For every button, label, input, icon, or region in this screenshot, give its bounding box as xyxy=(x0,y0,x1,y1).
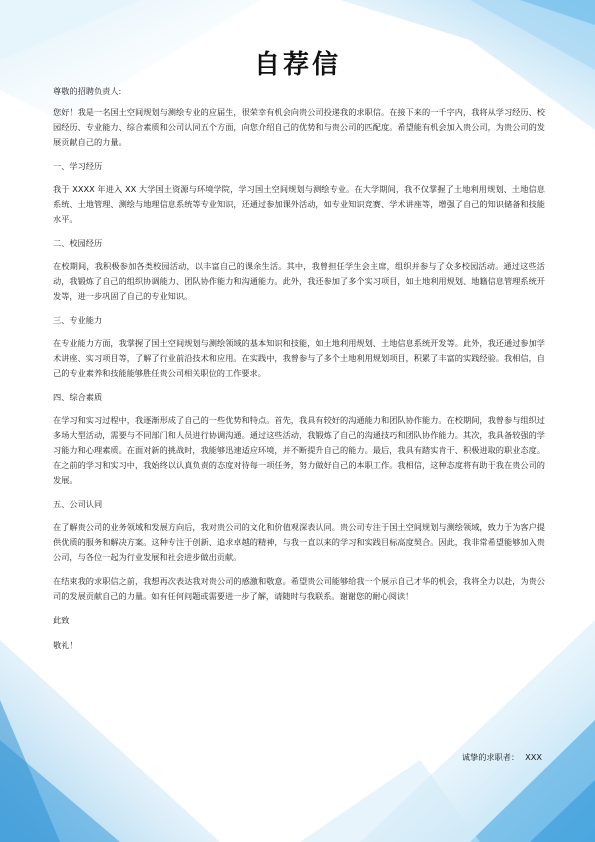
section-body-professional: 在专业能力方面，我掌握了国土空间规划与测绘领域的基本知识和技能，如土地利用规划、土地信息系统开发等。此外，我还通过参加学术讲座、实习项目等，了解了行业前沿技术和应用。在实践中，我曾参与了多个土地利用规划项目，积累了丰富的实践经验。我相信，自己的专业素养和技能能够胜任贵公司相关职位的工作要求。 xyxy=(53,338,545,378)
page-title: 自荐信 xyxy=(253,50,341,80)
section-body-quality: 在学习和实习过程中，我逐渐形成了自己的一些优势和特点。首先，我具有较好的沟通能力和团队协作能力。在校期间，我曾参与组织过多场大型活动，需要与不同部门和人员进行协调沟通。通过这些活动，我锻炼了自己的沟通技巧和团队协作能力。其次，我具备较强的学习能力和心理素质。在面对新的挑战时，我能够迅速适应环境，并不断提升自己的能力。最后，我具有踏实肯干、积极进取的职业态度。在之前的学习和实习中，我始终以认真负责的态度对待每一项任务，努力做好自己的本职工作。我相信，这种态度将有助于我在贵公司的发展。 xyxy=(53,415,545,485)
conclusion-paragraph: 在结束我的求职信之前，我想再次表达我对贵公司的感激和敬意。希望贵公司能够给我一个展示自己才华的机会，我将全力以赴，为贵公司的发展贡献自己的力量。如有任何问题或需要进一步了解，请随时与我联系。谢谢您的耐心阅读！ xyxy=(53,576,545,601)
signature-name: XXX xyxy=(525,752,542,762)
closing-line-2: 敬礼！ xyxy=(53,640,78,650)
section-body-company: 在了解贵公司的业务领域和发展方向后，我对贵公司的文化和价值观深表认同。贵公司专注于国土空间规划与测绘领域，致力于为客户提供优质的服务和解决方案。这种专注于创新、追求卓越的精神，与我一直以来的学习和实践目标高度契合。因此，我非常希望能够加入贵公司，与各位一起为行业发展和社会进步做出贡献。 xyxy=(53,522,545,562)
intro-paragraph: 您好！我是一名国土空间规划与测绘专业的应届生，很荣幸有机会向贵公司投递我的求职信。在接下来的一千字内，我将从学习经历、校园经历、专业能力、综合素质和公司认同五个方面，向您介绍自己的优势和与贵公司的匹配度。希望能有机会加入贵公司，为贵公司的发展贡献自己的力量。 xyxy=(53,107,545,147)
letter-body xyxy=(53,84,545,663)
section-heading-campus: 二、校园经历 xyxy=(53,238,103,248)
section-heading-professional: 三、专业能力 xyxy=(53,315,103,325)
closing-line-1: 此致 xyxy=(53,615,70,625)
salutation: 尊敬的招聘负责人: xyxy=(53,86,122,96)
signature-label: 诚挚的求职者： xyxy=(461,752,520,762)
signature xyxy=(462,752,542,763)
section-body-campus: 在校期间，我积极参加各类校园活动，以丰富自己的课余生活。其中，我曾担任学生会主席，组织并参与了众多校园活动。通过这些活动，我锻炼了自己的组织协调能力、团队协作能力和沟通能力。此外，我还参加了多个实习项目，如土地利用规划、地籍信息管理系统开发等，进一步巩固了自己的专业知识。 xyxy=(53,261,545,301)
section-heading-company: 五、公司认同 xyxy=(53,499,103,509)
section-heading-quality: 四、综合素质 xyxy=(53,392,103,402)
section-heading-study: 一、学习经历 xyxy=(53,161,103,171)
section-body-study: 我于 XXXX 年进入 XX 大学国土资源与环境学院，学习国土空间规划与测绘专业。在大学期间，我不仅掌握了土地利用规划、土地信息系统、土地管理、测绘与地理信息系统等专业知识，还通过参加课外活动，如专业知识竞赛、学术讲座等，增强了自己的知识储备和技能水平。 xyxy=(53,184,545,224)
